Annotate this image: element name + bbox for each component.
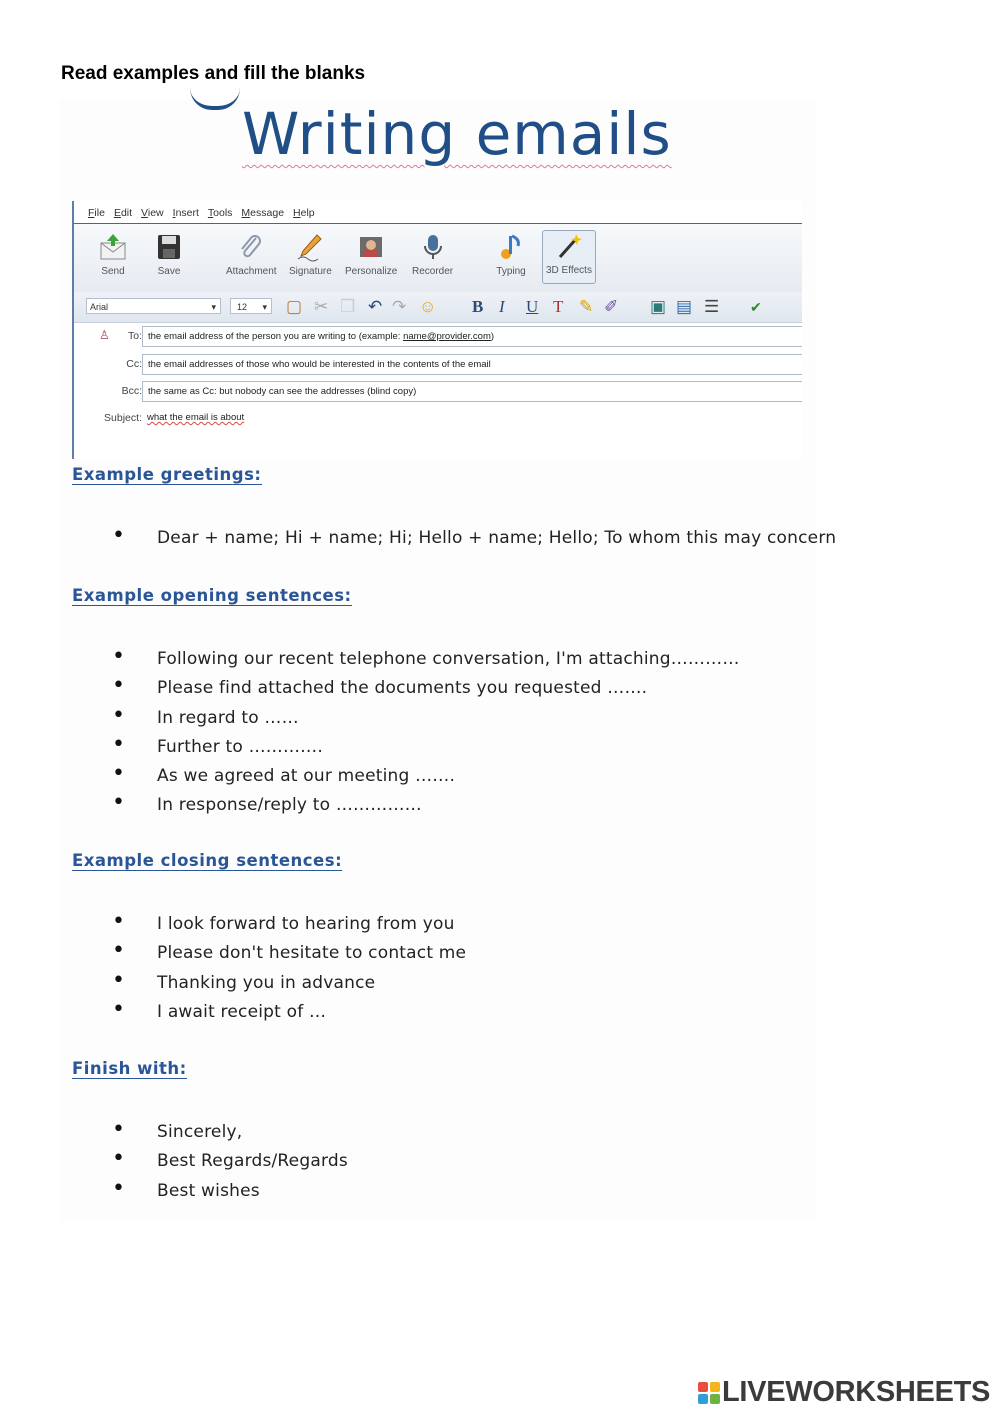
send-icon	[98, 232, 128, 262]
menu-help[interactable]: Help	[293, 207, 315, 219]
typing-button[interactable]	[496, 232, 526, 277]
to-field[interactable]	[142, 326, 802, 347]
cc-label: Cc:	[126, 358, 142, 370]
instruction-heading: Read examples and fill the blanks	[61, 63, 366, 84]
greetings-heading: Example greetings:	[72, 465, 262, 484]
format-toolbar	[74, 292, 802, 323]
attachment-icon	[236, 232, 266, 262]
save-icon	[154, 232, 184, 262]
list-item: • As we agreed at our meeting …….	[110, 765, 740, 794]
redo-icon[interactable]: ↷	[392, 297, 407, 316]
list-item: • I look forward to hearing from you	[110, 913, 466, 942]
menu-file[interactable]: File	[88, 207, 105, 219]
subject-row	[74, 407, 802, 431]
dropdown-arrow-icon: ▾	[211, 302, 216, 312]
send-label: Send	[101, 266, 125, 277]
font-size-value: 12	[237, 302, 248, 312]
picture-icon[interactable]: ▤	[676, 297, 693, 316]
menu-view[interactable]: View	[141, 207, 164, 219]
save-button[interactable]	[154, 232, 184, 277]
to-value-text: the email address of the person you are writing to (example:	[148, 331, 404, 342]
list-item: • I await receipt of …	[110, 1001, 466, 1030]
greetings-list	[110, 527, 836, 556]
cc-field[interactable]: the email addresses of those who would be interested in the contents of the email	[142, 354, 802, 375]
bcc-label: Bcc:	[121, 385, 142, 397]
opening-heading: Example opening sentences:	[72, 586, 352, 605]
worksheet-title: Writing emails	[242, 100, 672, 168]
list-item: • Best wishes	[110, 1180, 348, 1209]
menu-edit[interactable]: Edit	[113, 207, 133, 219]
3d-effects-button[interactable]	[542, 230, 596, 284]
list-item: • Sincerely,	[110, 1121, 348, 1150]
email-example-link: name@provider.com	[403, 331, 491, 342]
closing-list	[110, 913, 466, 1030]
list-item: • In response/reply to ……………	[110, 794, 740, 823]
opening-list	[110, 648, 740, 824]
align-icon[interactable]: ☰	[704, 297, 720, 316]
highlight-icon[interactable]: ✎	[579, 297, 594, 316]
bcc-field[interactable]: the same as Cc: but nobody can see the addresses (blind copy)	[142, 381, 802, 402]
send-button[interactable]	[98, 232, 128, 277]
recorder-label: Recorder	[412, 266, 454, 277]
3d-effects-label: 3D Effects	[546, 265, 592, 276]
typing-label: Typing	[496, 266, 526, 277]
list-item: • Dear + name; Hi + name; Hi; Hello + name; Hello; To whom this may concern	[110, 527, 836, 556]
menu-message[interactable]: Message	[241, 207, 285, 219]
personalize-label: Personalize	[345, 266, 398, 277]
font-size-select[interactable]	[230, 298, 272, 314]
liveworksheets-logo[interactable]	[698, 1376, 990, 1409]
toolbar-ribbon	[74, 223, 802, 293]
font-select[interactable]	[86, 298, 221, 314]
list-item: • Following our recent telephone conversation, I'm attaching…………	[110, 648, 740, 677]
menu-tools[interactable]: Tools	[207, 207, 233, 219]
insert-image-icon[interactable]: ▣	[650, 297, 667, 316]
undo-icon[interactable]: ↶	[368, 297, 383, 316]
list-item: • Further to ………….	[110, 736, 740, 765]
list-item: • Please don't hesitate to contact me	[110, 942, 466, 971]
magic-wand-icon	[554, 231, 584, 261]
music-note-icon	[496, 232, 526, 262]
brand-name: LIVEWORKSHEETS	[722, 1376, 991, 1408]
dropdown-arrow-icon: ▾	[262, 302, 267, 312]
subject-field[interactable]	[142, 408, 802, 429]
microphone-icon	[418, 232, 448, 262]
signature-label: Signature	[289, 266, 332, 277]
menu-bar	[88, 207, 315, 219]
subject-value: what the email is about	[147, 412, 245, 423]
underline-button[interactable]: U	[526, 297, 539, 316]
personalize-icon	[356, 232, 386, 262]
brush-icon[interactable]: ✐	[604, 297, 619, 316]
signature-icon	[295, 232, 325, 262]
logo-mark-icon	[698, 1382, 720, 1404]
bold-button[interactable]: B	[472, 297, 484, 316]
list-item: • Best Regards/Regards	[110, 1150, 348, 1179]
list-item: • In regard to ……	[110, 707, 740, 736]
cut-icon[interactable]: ✂	[314, 297, 329, 316]
save-label: Save	[157, 266, 181, 277]
copy-icon[interactable]: ❐	[340, 297, 356, 316]
list-item: • Thanking you in advance	[110, 972, 466, 1001]
bcc-row	[74, 380, 802, 404]
to-row	[74, 325, 802, 349]
to-value-suffix: )	[490, 331, 495, 342]
emoticon-icon[interactable]: ☺	[419, 297, 437, 316]
attachment-button[interactable]	[226, 232, 277, 277]
personalize-button[interactable]	[345, 232, 397, 277]
email-client-window	[72, 201, 802, 459]
paste-icon[interactable]: ▢	[286, 297, 303, 316]
to-label: To:	[127, 330, 142, 342]
finish-list	[110, 1121, 348, 1209]
list-item: • Please find attached the documents you requested …….	[110, 677, 740, 706]
recorder-button[interactable]	[412, 232, 453, 277]
signature-button[interactable]	[289, 232, 332, 277]
italic-button[interactable]: I	[499, 297, 505, 316]
menu-insert[interactable]: Insert	[172, 207, 199, 219]
font-value: Arial	[90, 302, 109, 312]
spellcheck-icon[interactable]: ✔	[750, 299, 762, 315]
attachment-label: Attachment	[226, 266, 277, 277]
cc-row	[74, 353, 802, 377]
person-icon: ♙	[99, 328, 110, 342]
subject-label: Subject:	[104, 412, 142, 424]
text-color-button[interactable]: T	[553, 297, 564, 316]
closing-heading: Example closing sentences:	[72, 851, 343, 870]
finish-heading: Finish with:	[72, 1059, 187, 1078]
